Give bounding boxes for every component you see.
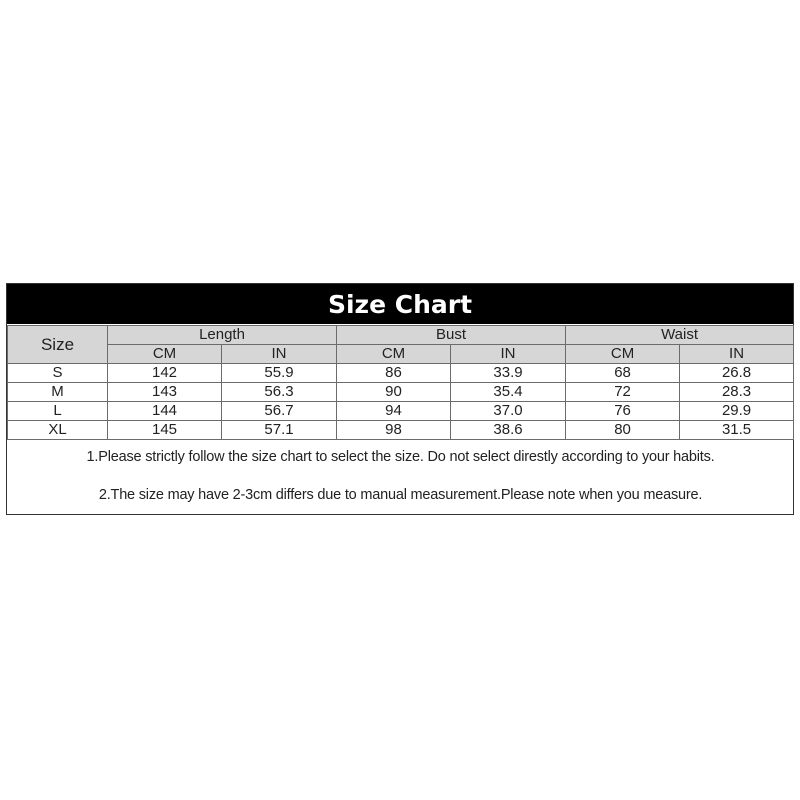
waist-in-cell: 26.8 [680,364,794,383]
notes-row [8,440,794,519]
unit-header-length-cm: CM [108,345,222,364]
size-cell: M [8,383,108,402]
waist-in-cell: 29.9 [680,402,794,421]
waist-cm-cell: 72 [566,383,680,402]
unit-header-length-in: IN [222,345,337,364]
group-header-waist: Waist [566,326,794,345]
unit-header-waist-in: IN [680,345,794,364]
waist-in-cell: 31.5 [680,421,794,440]
size-cell: S [8,364,108,383]
group-header-row [8,326,794,345]
waist-in-cell: 28.3 [680,383,794,402]
table-row [8,364,794,383]
size-cell: L [8,402,108,421]
bust-cm-cell: 94 [337,402,451,421]
bust-in-cell: 37.0 [451,402,566,421]
length-cm-cell: 142 [108,364,222,383]
bust-in-cell: 38.6 [451,421,566,440]
note-1: 1.Please strictly follow the size chart to select the size. Do not select direstly according to your habits. [86,449,715,465]
bust-cm-cell: 90 [337,383,451,402]
bust-in-cell: 33.9 [451,364,566,383]
table-row [8,421,794,440]
waist-cm-cell: 76 [566,402,680,421]
unit-header-waist-cm: CM [566,345,680,364]
size-column-header: Size [8,326,108,364]
note-2: 2.The size may have 2-3cm differs due to manual measurement.Please note when you measure. [98,487,703,503]
table-row [8,402,794,421]
unit-header-bust-in: IN [451,345,566,364]
length-cm-cell: 143 [108,383,222,402]
size-cell: XL [8,421,108,440]
bust-in-cell: 35.4 [451,383,566,402]
notes-cell [8,440,794,519]
waist-cm-cell: 80 [566,421,680,440]
length-in-cell: 55.9 [222,364,337,383]
length-in-cell: 57.1 [222,421,337,440]
table-row [8,383,794,402]
length-in-cell: 56.3 [222,383,337,402]
size-chart-title: Size Chart [7,284,793,324]
group-header-bust: Bust [337,326,566,345]
size-table [7,325,794,518]
waist-cm-cell: 68 [566,364,680,383]
length-in-cell: 56.7 [222,402,337,421]
group-header-length: Length [108,326,337,345]
length-cm-cell: 144 [108,402,222,421]
unit-header-row [8,345,794,364]
length-cm-cell: 145 [108,421,222,440]
size-chart [6,283,794,515]
bust-cm-cell: 86 [337,364,451,383]
unit-header-bust-cm: CM [337,345,451,364]
bust-cm-cell: 98 [337,421,451,440]
